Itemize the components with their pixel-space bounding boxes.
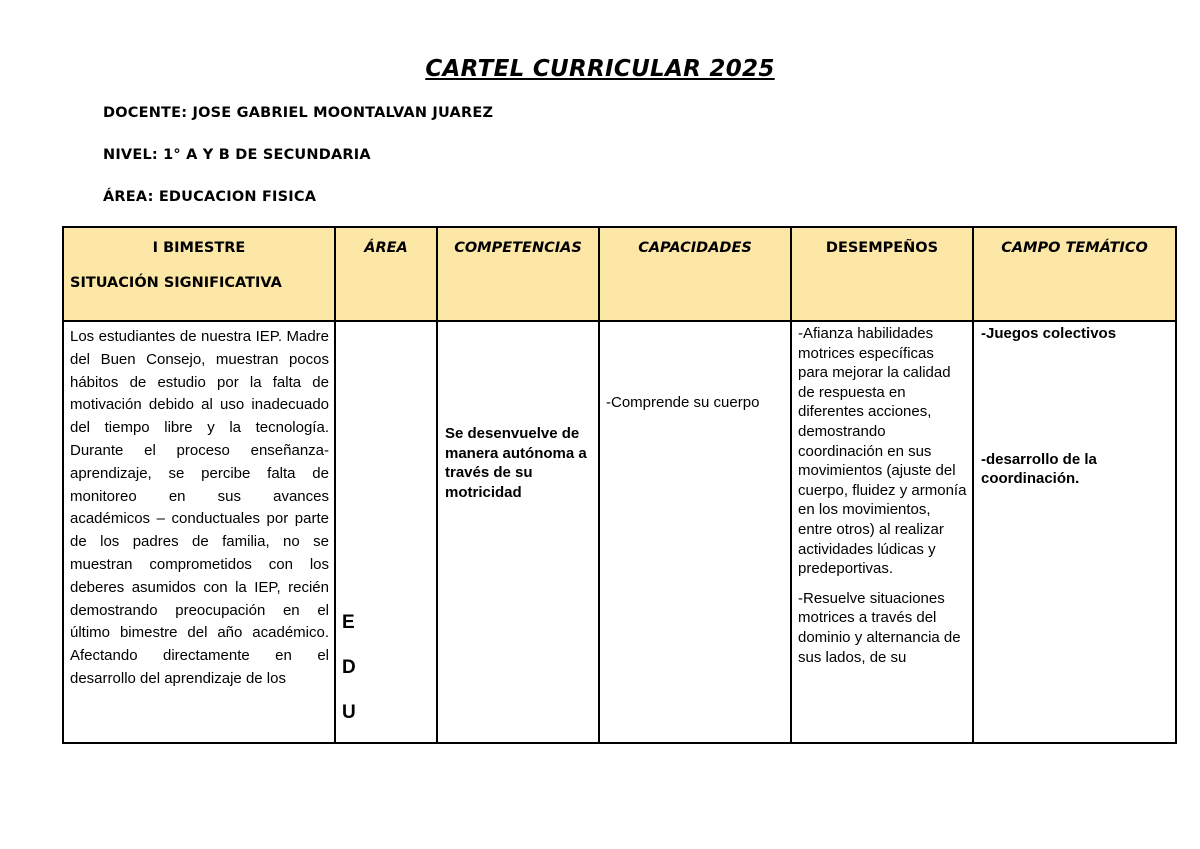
campo-cell	[973, 321, 1176, 743]
situacion-text: Los estudiantes de nuestra IEP. Madre del Buen Consejo, muestran pocos hábitos de estudio por la falta de motivación debido al uso inadecuado del tiempo libre y la tecnología. Durante el proceso enseñanza-aprendizaje, se percibe falta de monitoreo en sus avances académicos – conductuales por parte de los padres de familia, no se muestran comprometidos con los deberes asumidos con la IEP, recién demostrando preocupación en el último bimestre del año académico. Afectando directamente en el desarrollo del aprendizaje de los	[70, 328, 329, 687]
header-area: ÁREA	[364, 240, 408, 256]
competencia-cell	[437, 321, 599, 743]
header-competencias: COMPETENCIAS	[454, 240, 582, 256]
area-line: ÁREA: EDUCACION FISICA	[103, 189, 317, 205]
situacion-cell	[63, 321, 335, 743]
header-capacidades-cell	[599, 227, 791, 321]
area-letters	[336, 322, 436, 735]
docente-line: DOCENTE: JOSE GABRIEL MOONTALVAN JUAREZ	[103, 105, 494, 121]
area-letter: D	[342, 657, 356, 678]
nivel-line: NIVEL: 1° A Y B DE SECUNDARIA	[103, 147, 371, 163]
header-campo-cell	[973, 227, 1176, 321]
header-bimestre: I BIMESTRE	[152, 240, 246, 256]
campo-item: -desarrollo de la coordinación.	[981, 450, 1097, 487]
table-row	[63, 321, 1176, 743]
desempeno-item: -Afianza habilidades motrices específicas para mejorar la calidad de respuesta en diferentes acciones, demostrando coordinación en sus movimientos (ajuste del cuerpo, fluidez y armonía en los movimientos, entre otros) al realizar actividades lúdicas y predeportivas.	[798, 325, 967, 578]
competencia-text: Se desenvuelve de manera autónoma a través de su motricidad	[445, 425, 587, 501]
area-letter: E	[342, 612, 355, 633]
capacidad-text: -Comprende su cuerpo	[606, 394, 760, 411]
campo-item: -Juegos colectivos	[981, 325, 1117, 342]
header-situacion-cell	[63, 227, 335, 321]
capacidad-cell	[599, 321, 791, 743]
header-area-cell	[335, 227, 437, 321]
area-letter: U	[342, 702, 356, 723]
desempenos-list	[792, 322, 972, 738]
curricular-table	[62, 226, 1177, 744]
table-header-row	[63, 227, 1176, 321]
header-campo: CAMPO TEMÁTICO	[1001, 240, 1148, 256]
header-competencias-cell	[437, 227, 599, 321]
campo-list	[974, 322, 1175, 489]
header-desempenos: DESEMPEÑOS	[825, 240, 939, 256]
header-desempenos-cell	[791, 227, 973, 321]
desempenos-cell	[791, 321, 973, 743]
header-capacidades: CAPACIDADES	[638, 240, 752, 256]
desempeno-item: -Resuelve situaciones motrices a través del dominio y alternancia de sus lados, de su	[798, 589, 961, 666]
document-title: CARTEL CURRICULAR 2025	[425, 56, 775, 82]
area-cell	[335, 321, 437, 743]
header-situacion: SITUACIÓN SIGNIFICATIVA	[70, 275, 282, 291]
